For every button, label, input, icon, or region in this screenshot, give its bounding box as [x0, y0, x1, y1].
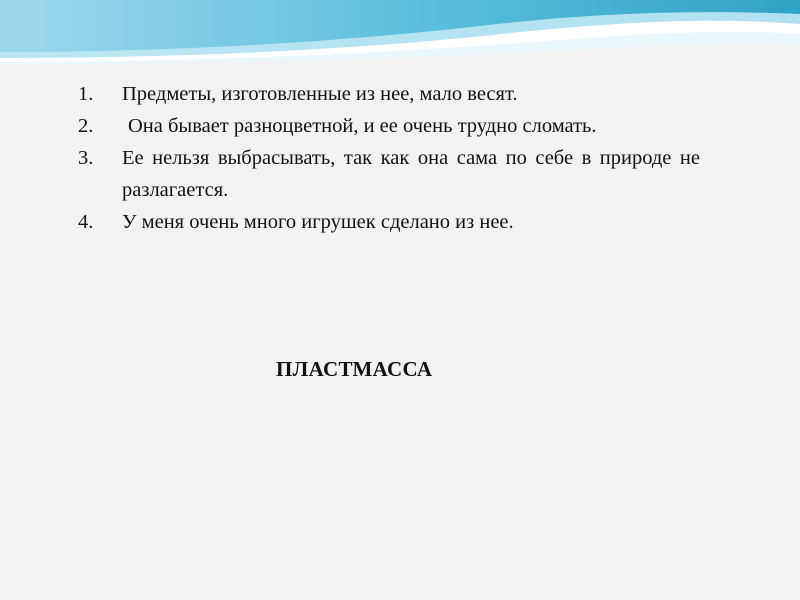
list-item-number: 3. — [78, 147, 94, 169]
list-item-number: 4. — [78, 211, 94, 233]
list-item-number: 1. — [78, 83, 94, 105]
list-item-text: Предметы, изготовленные из нее, мало весят. — [122, 83, 518, 105]
list-item-text: Она бывает разноцветной, и ее очень трудно сломать. — [128, 115, 597, 137]
list-item-text: У меня очень много игрушек сделано из нее. — [122, 211, 514, 233]
list-item — [78, 78, 700, 110]
list-item — [78, 206, 700, 238]
list-item — [78, 110, 700, 142]
answer-text: ПЛАСТМАССА — [276, 357, 433, 381]
list-item-number: 2. — [78, 115, 94, 137]
header-wave-decoration — [0, 0, 800, 70]
numbered-list — [78, 78, 700, 238]
list-item-text: Ее нельзя выбрасывать, так как она сама по себе в природе не разлагается. — [122, 147, 700, 201]
list-item — [78, 142, 700, 206]
